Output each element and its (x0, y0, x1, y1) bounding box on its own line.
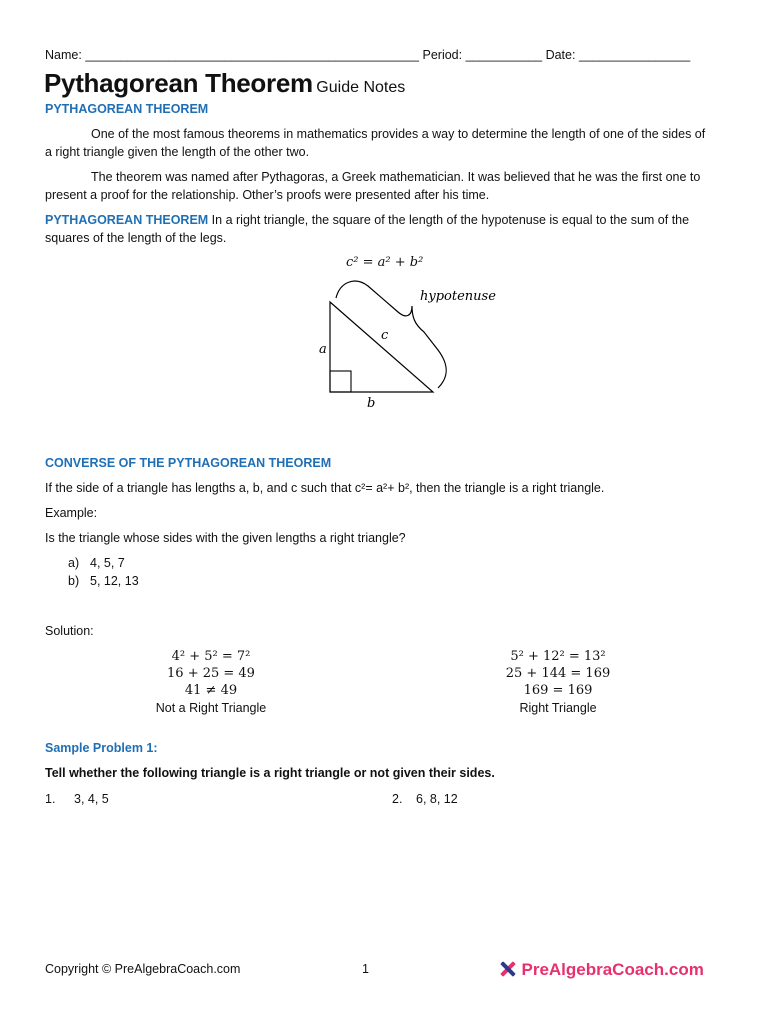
triangle-shape (330, 302, 433, 392)
definition-term: PYTHAGOREAN THEOREM (45, 213, 209, 227)
name-label: Name: (45, 48, 82, 62)
example-question: Is the triangle whose sides with the given lengths a right triangle? (45, 531, 406, 545)
problem-text: 6, 8, 12 (416, 792, 458, 806)
solution-left-line-1: 4² + 5² = 7² (171, 649, 251, 664)
problem-number: 2. (392, 792, 403, 806)
section-heading-converse: CONVERSE OF THE PYTHAGOREAN THEOREM (45, 456, 332, 470)
side-b-label: b (367, 396, 376, 411)
solution-right-line-1: 5² + 12² = 13² (510, 649, 606, 664)
period-blank[interactable]: ___________ (465, 48, 543, 62)
sample-problem-heading: Sample Problem 1: (45, 741, 158, 755)
solution-left-line-3: 41 ≠ 49 (184, 683, 238, 698)
footer-logo[interactable] (498, 959, 704, 980)
theorem-formula: c² = a² + b² (346, 255, 424, 270)
title-main: Pythagorean Theorem (44, 68, 313, 98)
name-blank[interactable]: ________________________________________________ (85, 48, 420, 62)
header-fields (45, 48, 690, 62)
section-heading-pythagorean: PYTHAGOREAN THEOREM (45, 102, 209, 116)
solution-left-line-2: 16 + 25 = 49 (167, 666, 255, 681)
definition-text: In a right triangle, the square of the length of the hypotenuse is equal to the sum of the (208, 213, 690, 227)
problem-number: 1. (45, 792, 56, 806)
solution-label: Solution: (45, 624, 94, 638)
option-text: 4, 5, 7 (90, 556, 125, 570)
logo-text: PreAlgebraCoach.com (521, 960, 704, 979)
paragraph-2-line-2: present a proof for the relationship. Other’s proofs were presented after his time. (45, 188, 490, 202)
title-sub: Guide Notes (316, 79, 406, 96)
option-marker: b) (68, 574, 80, 588)
sample-instruction: Tell whether the following triangle is a right triangle or not given their sides. (45, 766, 495, 780)
option-text: 5, 12, 13 (90, 574, 139, 588)
theorem-definition-line-1 (45, 213, 689, 227)
date-blank[interactable]: ________________ (578, 48, 691, 62)
paragraph-1-line-2: a right triangle given the length of the other two. (45, 145, 310, 159)
problem-text: 3, 4, 5 (74, 792, 109, 806)
solution-right-result: Right Triangle (519, 701, 597, 715)
side-c-label: c (381, 328, 389, 343)
hypotenuse-label: hypotenuse (420, 289, 496, 304)
example-label: Example: (45, 506, 98, 520)
pencil-ruler-icon (498, 959, 518, 979)
right-triangle-diagram (300, 270, 520, 420)
date-label: Date: (545, 48, 576, 62)
problem-1 (45, 792, 109, 806)
right-angle-marker (330, 371, 351, 392)
solution-right-line-2: 25 + 144 = 169 (505, 666, 611, 681)
footer-copyright: Copyright © PreAlgebraCoach.com (45, 962, 241, 976)
paragraph-1-line-1: One of the most famous theorems in mathematics provides a way to determine the length of one of the sides of (91, 127, 706, 141)
option-a (68, 556, 125, 570)
footer-page-number: 1 (362, 962, 369, 976)
paragraph-2-line-1: The theorem was named after Pythagoras, a Greek mathematician. It was believed that he was the first one to (91, 170, 701, 184)
option-b (68, 574, 139, 588)
solution-left-result: Not a Right Triangle (155, 701, 267, 715)
side-a-label: a (319, 342, 327, 357)
period-label: Period: (422, 48, 463, 62)
solution-right (478, 648, 638, 715)
solution-right-line-3: 169 = 169 (523, 683, 593, 698)
converse-statement: If the side of a triangle has lengths a, b, and c such that c²= a²+ b², then the triangle is a right triangle. (45, 481, 605, 495)
page-title (44, 68, 405, 99)
problem-2 (392, 792, 458, 806)
option-marker: a) (68, 556, 80, 570)
theorem-definition-line-2: squares of the length of the legs. (45, 231, 227, 245)
solution-left (131, 648, 291, 715)
